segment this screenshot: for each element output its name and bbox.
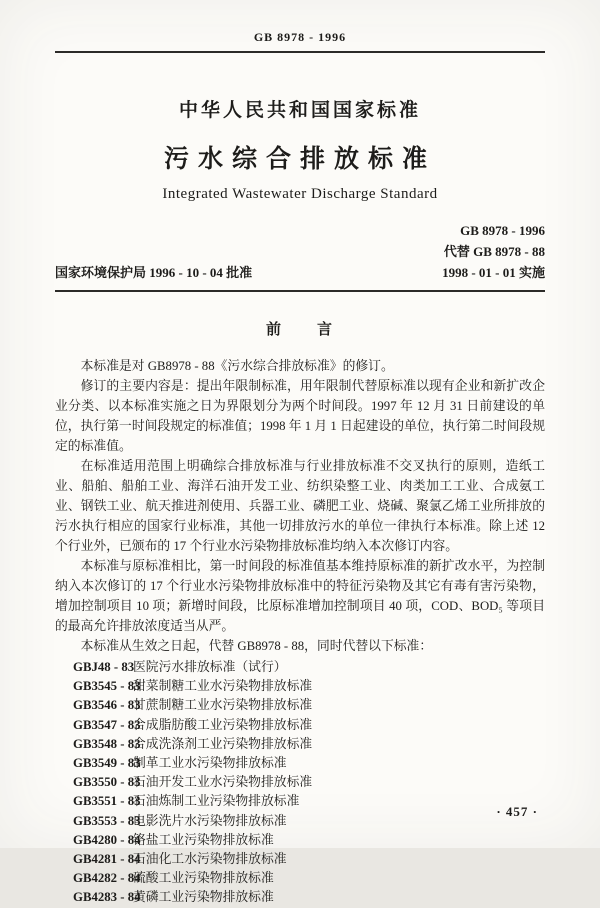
- replaces-code: 代替 GB 8978 - 88: [443, 244, 545, 259]
- replaced-standard-row: [73, 869, 545, 888]
- standard-name: 铬盐工业污染物排放标准: [133, 832, 274, 847]
- foreword-heading: 前 言: [265, 322, 334, 338]
- document-title-cn: 污水综合排放标准: [163, 146, 436, 173]
- replaced-standard-row: [73, 831, 545, 850]
- standard-code: GB3549 - 83: [73, 756, 141, 771]
- replaced-standard-row: [73, 850, 545, 869]
- top-rule: [55, 51, 545, 53]
- replaced-standard-row: [73, 658, 545, 677]
- national-standard-label: 中华人民共和国国家标准: [178, 100, 421, 121]
- replaced-standard-row: [73, 812, 545, 831]
- standard-code: GB 8978 - 1996: [460, 223, 545, 238]
- standard-code: GB3550 - 83: [73, 775, 141, 790]
- standard-name: 石油开发工业水污染物排放标准: [133, 775, 313, 790]
- standard-code: GB4283 - 84: [73, 890, 141, 905]
- foreword-paragraphs: [55, 356, 545, 656]
- replaced-standard-row: [73, 716, 545, 735]
- effective-date: 1998 - 01 - 01 实施: [442, 265, 545, 280]
- standard-name: 电影洗片水污染物排放标准: [133, 813, 287, 828]
- standard-name: 石油化工水污染物排放标准: [133, 852, 287, 867]
- standard-name: 甜菜制糖工业水污染物排放标准: [133, 679, 313, 694]
- standard-code: GB3545 - 83: [73, 679, 141, 694]
- standard-code: GB4281 - 84: [73, 852, 141, 867]
- replaced-standard-row: [73, 735, 545, 754]
- document-title-en: Integrated Wastewater Discharge Standard: [162, 186, 438, 202]
- replaced-standard-row: [73, 696, 545, 715]
- standard-name: 石油炼制工业污染物排放标准: [133, 794, 300, 809]
- foreword-paragraph: 在标准适用范围上明确综合排放标准与行业排放标准不交叉执行的原则，造纸工业、船舶、船舶工业、海洋石油开发工业、纺织染整工业、肉类加工工业、合成氨工业、钢铁工业、航天推进剂使用、兵器工业、磷肥工业、烧碱、聚氯乙烯工业所排放的污水执行相应的国家行业标准，其他一切排放污水的单位一律执行本标准。除上述 12 个行业外，已颁布的 17 个行业水污染物排放标准均纳入本次修订内容。: [55, 459, 545, 553]
- replaced-standards-list: [55, 658, 545, 908]
- standard-code: GB4282 - 84: [73, 871, 141, 886]
- standard-name: 合成脂肪酸工业污染物排放标准: [133, 717, 313, 732]
- standard-name: 黄磷工业污染物排放标准: [133, 890, 274, 905]
- standard-code: GB3553 - 83: [73, 813, 141, 828]
- replaced-standard-row: [73, 888, 545, 907]
- foreword-paragraph: 本标准与原标准相比，第一时间段的标准值基本维持原标准的新扩改水平，为控制纳入本次修订的 17 个行业水污染物排放标准中的特征污染物及其它有毒有害污染物，增加控制项目 10 项；新增时间段，比原标准增加控制项目 40 项，COD、BOD₅ 等项目的最高允许排放浓度适当从严。: [55, 559, 545, 633]
- standard-code: GB3547 - 83: [73, 717, 141, 732]
- mid-rule: [55, 290, 545, 292]
- replaced-standard-row: [73, 773, 545, 792]
- standard-name: 制革工业水污染物排放标准: [133, 756, 287, 771]
- replaced-standard-row: [73, 677, 545, 696]
- page-number: · 457 ·: [496, 804, 538, 819]
- standard-code: GB3546 - 83: [73, 698, 141, 713]
- foreword-paragraph: 本标准是对 GB8978 - 88《污水综合排放标准》的修订。: [80, 359, 394, 373]
- standard-code: GB3551 - 83: [73, 794, 141, 809]
- standard-name: 合成洗涤剂工业污染物排放标准: [133, 736, 313, 751]
- foreword-paragraph: 修订的主要内容是：提出年限制标准，用年限制代替原标准以现有企业和新扩改企业分类、以本标准实施之日为界限划分为两个时间段。1997 年 12 月 31 日前建设的单位，执行第一时间段规定的标准值；1998 年 1 月 1 日起建设的单位，执行第二时间段规定的标准值。: [55, 379, 545, 453]
- standard-code-block: [55, 220, 545, 262]
- running-header-code: GB 8978 - 1996: [253, 30, 347, 44]
- foreword-paragraph: 本标准从生效之日起，代替 GB8978 - 88，同时代替以下标准：: [80, 639, 433, 653]
- standard-name: 甘蔗制糖工业水污染物排放标准: [133, 698, 313, 713]
- replaced-standard-row: [73, 754, 545, 773]
- approved-by: 国家环境保护局 1996 - 10 - 04 批准: [55, 265, 253, 280]
- standard-code: GB4280 - 84: [73, 832, 141, 847]
- standard-name: 医院污水排放标准（试行）: [133, 660, 287, 674]
- replaced-standard-row: [73, 792, 545, 811]
- standard-name: 硫酸工业污染物排放标准: [133, 871, 274, 886]
- standard-code: GBJ48 - 83: [73, 660, 135, 674]
- approval-row: [55, 262, 545, 283]
- standard-code: GB3548 - 83: [73, 736, 141, 751]
